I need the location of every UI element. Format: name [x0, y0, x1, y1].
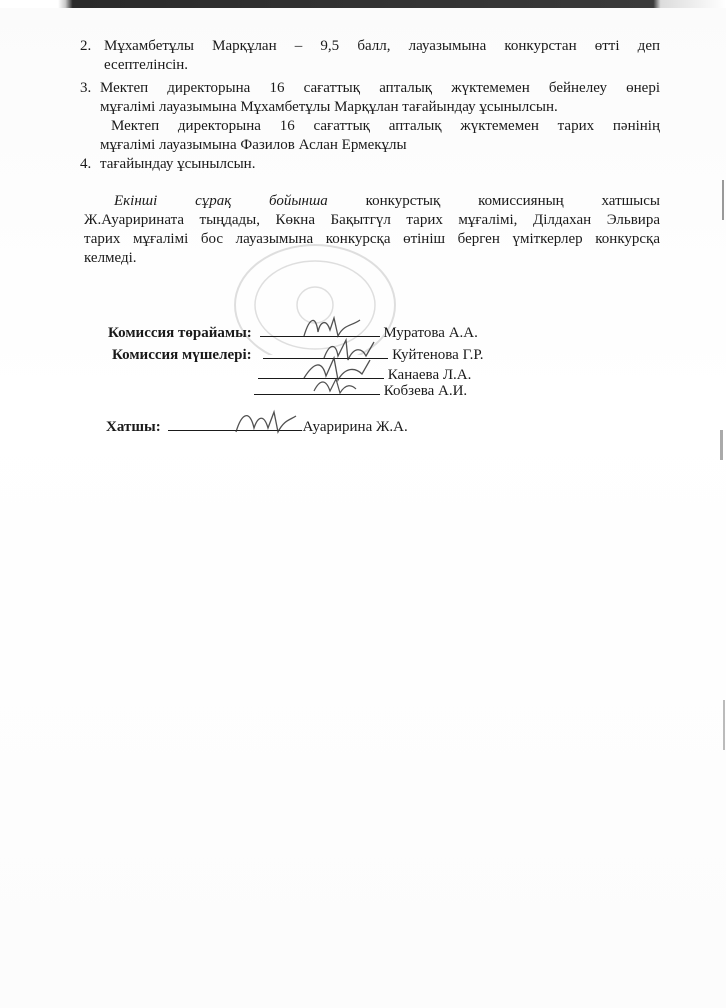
chair-label: Комиссия төрайамы:: [108, 325, 252, 341]
list-number: 2.: [80, 38, 92, 54]
secretary-label: Хатшы:: [106, 419, 161, 435]
second-question-paragraph: [84, 192, 660, 268]
secretary-name: Ауаририна Ж.А.: [302, 419, 408, 435]
members-signature-line: [112, 344, 484, 365]
list-item-text: Мектеп директорына 16 сағаттық апталық жүктемемен тарих пәнінің: [111, 118, 660, 134]
members-label: Комиссия мүшелері:: [112, 347, 252, 363]
list-item-text: тағайындау ұсынылсын.: [100, 156, 256, 172]
list-item-4: [80, 155, 660, 174]
paragraph-line: Ж.Ауаририната тыңдады, Көкна Бақытгүл тарих мұғалімі, Ділдахан Эльвира: [84, 212, 660, 228]
handwritten-signature-icon: [230, 404, 300, 440]
list-item-text: мұғалімі лауазымына Фазилов Аслан Ермекұлы: [100, 137, 407, 153]
list-item-text: мұғалімі лауазымына Мұхамбетұлы Марқұлан тағайындау ұсынылсын.: [100, 99, 558, 115]
list-item-3: [80, 79, 660, 155]
list-item-text: Мұхамбетұлы Марқұлан – 9,5 балл, лауазымына конкурстан өтті деп: [104, 38, 660, 54]
member-name: Канаева Л.А.: [387, 367, 472, 383]
handwritten-signature-icon: [310, 373, 360, 399]
paragraph-line: Екінші сұрақ бойынша конкурстық комиссияның хатшысы: [114, 193, 660, 209]
list-item-text: Мектеп директорына 16 сағаттық апталық жүктемемен бейнелеу өнері: [100, 80, 660, 96]
paragraph-line: тарих мұғалімі бос лауазымына конкурсқа өтініш берген үміткерлер конкурсқа: [84, 231, 660, 247]
list-number: 3.: [80, 80, 92, 96]
chair-signature-line: [108, 322, 478, 343]
member-name: Куйтенова Г.Р.: [392, 347, 484, 363]
scan-edge-marks: [714, 0, 726, 1008]
paragraph-line: келмеді.: [84, 250, 137, 266]
scan-top-edge: [0, 0, 726, 8]
list-item-2: [80, 37, 660, 75]
list-number: 4.: [80, 156, 92, 172]
chair-name: Муратова А.А.: [383, 325, 478, 341]
list-item-text: есептелінсін.: [104, 57, 189, 73]
member-name: Кобзева А.И.: [383, 383, 468, 399]
